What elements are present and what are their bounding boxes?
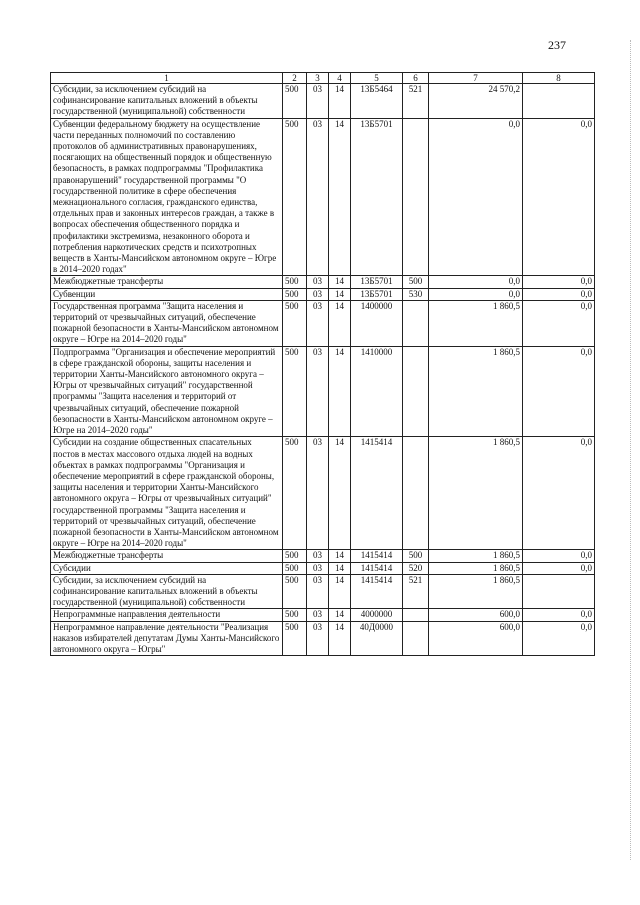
page-edge-marks	[630, 40, 635, 860]
admin-code-cell: 500	[283, 437, 307, 550]
article-code-cell: 1410000	[351, 346, 403, 437]
expense-type-cell	[403, 609, 429, 621]
row-name-cell: Субсидии, за исключением субсидий на софинансирование капитальных вложений в объекты государственной (муниципальной) собственности	[51, 84, 283, 119]
header-cell: 4	[329, 73, 351, 84]
section-code-cell: 03	[307, 288, 329, 300]
section-code-cell: 03	[307, 574, 329, 609]
article-code-cell: 1415414	[351, 437, 403, 550]
expense-type-cell: 500	[403, 550, 429, 562]
expense-type-cell: 521	[403, 574, 429, 609]
amount-cell: 0,0	[429, 276, 523, 288]
row-name-cell: Непрограммное направление деятельности "Реализация наказов избирателей депутатам Думы Ханты-Мансийского автономного округа – Югры"	[51, 621, 283, 656]
article-code-cell: 1415414	[351, 550, 403, 562]
article-code-cell: 1415414	[351, 574, 403, 609]
article-code-cell: 1400000	[351, 300, 403, 346]
subsection-code-cell: 14	[329, 437, 351, 550]
section-code-cell: 03	[307, 346, 329, 437]
admin-code-cell: 500	[283, 550, 307, 562]
page-number: 237	[548, 38, 566, 52]
header-cell: 5	[351, 73, 403, 84]
expense-type-cell: 520	[403, 562, 429, 574]
row-name-cell: Межбюджетные трансферты	[51, 276, 283, 288]
table-row	[51, 437, 595, 550]
admin-code-cell: 500	[283, 84, 307, 119]
table-row	[51, 346, 595, 437]
article-code-cell: 13Б5464	[351, 84, 403, 119]
section-code-cell: 03	[307, 562, 329, 574]
table-row	[51, 609, 595, 621]
admin-code-cell: 500	[283, 276, 307, 288]
header-cell: 7	[429, 73, 523, 84]
amount-federal-cell: 0,0	[523, 609, 595, 621]
amount-federal-cell: 0,0	[523, 300, 595, 346]
table-row	[51, 621, 595, 656]
section-code-cell: 03	[307, 300, 329, 346]
table-row	[51, 118, 595, 276]
row-name-cell: Субсидии, за исключением субсидий на софинансирование капитальных вложений в объекты государственной (муниципальной) собственности	[51, 574, 283, 609]
row-name-cell: Подпрограмма "Организация и обеспечение мероприятий в сфере гражданской обороны, защиты населения и территории Ханты-Мансийского автономного округа – Югры от чрезвычайных ситуаций" государственной программы "Защита населения и территорий от чрезвычайных ситуаций, обеспечение пожарной безопасности в Ханты-Мансийском автономном округе – Югре на 2014–2020 годы"	[51, 346, 283, 437]
header-cell: 1	[51, 73, 283, 84]
subsection-code-cell: 14	[329, 550, 351, 562]
amount-cell: 0,0	[429, 118, 523, 276]
amount-cell: 1 860,5	[429, 574, 523, 609]
expense-type-cell	[403, 346, 429, 437]
table-row	[51, 574, 595, 609]
row-name-cell: Субвенции федеральному бюджету на осуществление части переданных полномочий по составлению протоколов об административных правонарушениях, посягающих на общественный порядок и общественную безопасность, в рамках подпрограммы "Профилактика правонарушений" государственной программы "О государственной политике в сфере обеспечения межнационального согласия, гражданского единства, отдельных прав и законных интересов граждан, а также в вопросах обеспечения общественного порядка и профилактики экстремизма, незаконного оборота и потребления наркотических средств и психотропных веществ в Ханты-Мансийском автономном округе – Югре в 2014–2020 годах"	[51, 118, 283, 276]
admin-code-cell: 500	[283, 118, 307, 276]
header-cell: 3	[307, 73, 329, 84]
table-row	[51, 550, 595, 562]
subsection-code-cell: 14	[329, 346, 351, 437]
expense-type-cell	[403, 621, 429, 656]
subsection-code-cell: 14	[329, 300, 351, 346]
row-name-cell: Субсидии	[51, 562, 283, 574]
amount-cell: 600,0	[429, 621, 523, 656]
expense-type-cell	[403, 118, 429, 276]
article-code-cell: 40Д0000	[351, 621, 403, 656]
table-row	[51, 84, 595, 119]
subsection-code-cell: 14	[329, 84, 351, 119]
row-name-cell: Непрограммные направления деятельности	[51, 609, 283, 621]
admin-code-cell: 500	[283, 621, 307, 656]
table-row	[51, 288, 595, 300]
amount-federal-cell: 0,0	[523, 288, 595, 300]
amount-federal-cell	[523, 84, 595, 119]
amount-cell: 1 860,5	[429, 346, 523, 437]
section-code-cell: 03	[307, 550, 329, 562]
admin-code-cell: 500	[283, 562, 307, 574]
table-row	[51, 562, 595, 574]
subsection-code-cell: 14	[329, 562, 351, 574]
amount-cell: 0,0	[429, 288, 523, 300]
amount-federal-cell: 0,0	[523, 118, 595, 276]
section-code-cell: 03	[307, 437, 329, 550]
article-code-cell: 4000000	[351, 609, 403, 621]
amount-federal-cell: 0,0	[523, 437, 595, 550]
admin-code-cell: 500	[283, 346, 307, 437]
header-cell: 6	[403, 73, 429, 84]
article-code-cell: 13Б5701	[351, 276, 403, 288]
subsection-code-cell: 14	[329, 609, 351, 621]
amount-federal-cell: 0,0	[523, 562, 595, 574]
amount-cell: 24 570,2	[429, 84, 523, 119]
header-cell: 2	[283, 73, 307, 84]
amount-cell: 1 860,5	[429, 300, 523, 346]
amount-cell: 1 860,5	[429, 550, 523, 562]
admin-code-cell: 500	[283, 609, 307, 621]
amount-cell: 1 860,5	[429, 562, 523, 574]
row-name-cell: Субсидии на создание общественных спасательных постов в местах массового отдыха людей на водных объектах в рамках подпрограммы "Организация и обеспечение мероприятий в сфере гражданской обороны, защиты населения и территории Ханты-Мансийского автономного округа – Югры от чрезвычайных ситуаций" государственной программы "Защита населения и территорий от чрезвычайных ситуаций, обеспечение пожарной безопасности в Ханты-Мансийском автономном округе – Югре на 2014–2020 годы"	[51, 437, 283, 550]
expense-type-cell	[403, 300, 429, 346]
amount-federal-cell: 0,0	[523, 621, 595, 656]
subsection-code-cell: 14	[329, 118, 351, 276]
section-code-cell: 03	[307, 118, 329, 276]
amount-federal-cell: 0,0	[523, 346, 595, 437]
expense-type-cell: 530	[403, 288, 429, 300]
subsection-code-cell: 14	[329, 288, 351, 300]
subsection-code-cell: 14	[329, 276, 351, 288]
row-name-cell: Субвенции	[51, 288, 283, 300]
subsection-code-cell: 14	[329, 621, 351, 656]
amount-federal-cell: 0,0	[523, 550, 595, 562]
row-name-cell: Межбюджетные трансферты	[51, 550, 283, 562]
table-header-row	[51, 73, 595, 84]
amount-cell: 600,0	[429, 609, 523, 621]
article-code-cell: 1415414	[351, 562, 403, 574]
expense-type-cell	[403, 437, 429, 550]
article-code-cell: 13Б5701	[351, 288, 403, 300]
amount-federal-cell	[523, 574, 595, 609]
section-code-cell: 03	[307, 621, 329, 656]
expense-type-cell: 521	[403, 84, 429, 119]
section-code-cell: 03	[307, 276, 329, 288]
table-row	[51, 276, 595, 288]
admin-code-cell: 500	[283, 288, 307, 300]
section-code-cell: 03	[307, 84, 329, 119]
admin-code-cell: 500	[283, 300, 307, 346]
expense-type-cell: 500	[403, 276, 429, 288]
subsection-code-cell: 14	[329, 574, 351, 609]
section-code-cell: 03	[307, 609, 329, 621]
amount-cell: 1 860,5	[429, 437, 523, 550]
row-name-cell: Государственная программа "Защита населения и территорий от чрезвычайных ситуаций, обеспечение пожарной безопасности в Ханты-Мансийском автономном округе – Югре на 2014–2020 годы"	[51, 300, 283, 346]
header-cell: 8	[523, 73, 595, 84]
budget-table	[50, 72, 595, 656]
article-code-cell: 13Б5701	[351, 118, 403, 276]
amount-federal-cell: 0,0	[523, 276, 595, 288]
table-row	[51, 300, 595, 346]
admin-code-cell: 500	[283, 574, 307, 609]
